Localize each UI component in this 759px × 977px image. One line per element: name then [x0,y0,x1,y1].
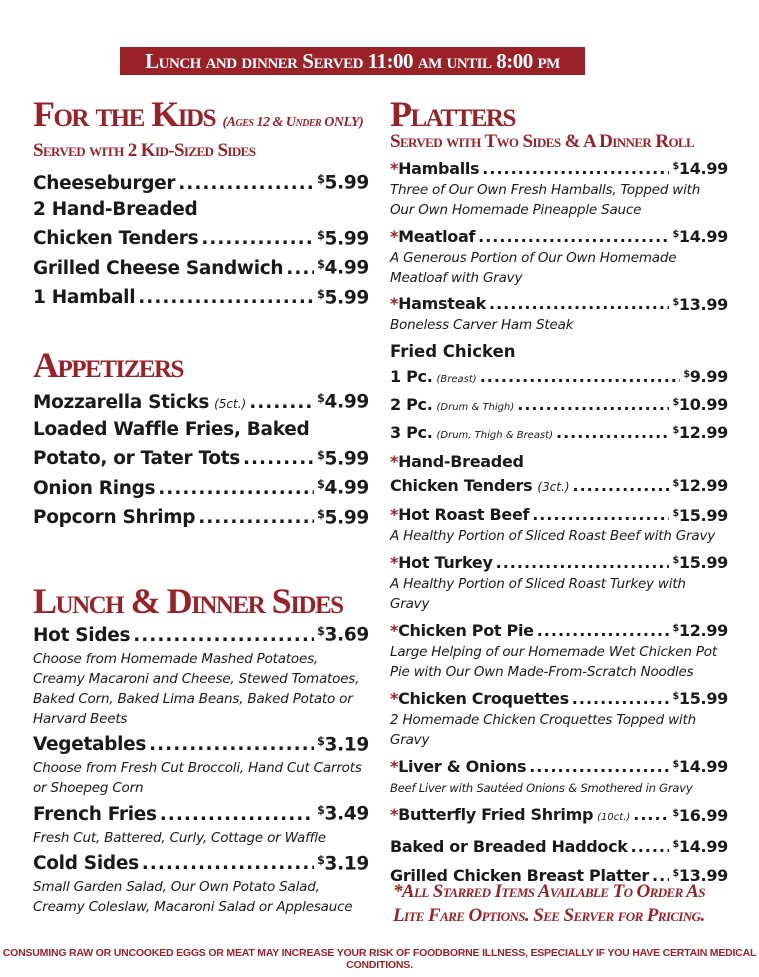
item-name: Cheeseburger [33,172,176,194]
menu-item [33,167,369,197]
item-price: $12.99 [672,422,728,442]
item-name: Baked or Breaded Haddock [390,837,628,857]
item-price: $3.49 [317,803,369,825]
item-price: $13.99 [672,865,728,885]
item-description: Small Garden Salad, Our Own Potato Salad, Creamy Coleslaw, Macaroni Salad or Applesauce [33,879,353,916]
item-price: $4.99 [317,257,369,279]
item-name: *Liver & Onions [390,756,527,776]
menu-item [390,686,728,710]
item-price: $14.99 [672,756,728,776]
item-price: $4.99 [317,477,369,499]
item-name: Onion Rings [33,477,156,499]
item-name: *Hot Roast Beef [390,505,530,525]
kids-title-text: For the Kids [33,94,215,134]
menu-item [390,550,728,574]
menu-item [390,391,728,419]
kids-subtitle: Served with 2 Kid-Sized Sides [33,140,256,161]
item-name: *Chicken Croquettes [390,688,569,708]
item-description: A Healthy Portion of Sliced Roast Turkey with Gravy [390,576,686,613]
item-price: $14.99 [672,226,728,246]
hours-banner: Lunch and dinner Served 11:00 am until 8:00 pm [120,47,585,75]
menu-item [390,803,728,830]
item-name: *Hamballs [390,158,480,178]
item-price: $13.99 [672,294,728,314]
item-price: $16.99 [672,805,728,825]
menu-item [390,754,728,778]
item-name: 3 Pc. (Drum, Thigh & Breast) [390,422,553,442]
item-description: Boneless Carver Ham Steak [390,317,574,334]
kids-section [33,96,369,311]
sides-section [33,583,369,917]
item-name: *Chicken Pot Pie [390,620,534,640]
item-name: Popcorn Shrimp [33,507,196,529]
menu-item [33,252,369,282]
menu-item [390,156,728,180]
item-price: $10.99 [672,394,728,414]
kids-title [33,96,369,141]
item-description: 2 Homemade Chicken Croquettes Topped with Gravy [390,711,696,748]
item-price: $3.19 [317,734,369,756]
platters-subtitle: Served with Two Sides & A Dinner Roll [390,131,695,152]
menu-item [390,834,728,858]
item-name: Chicken Tenders (3ct.) [390,475,570,495]
item-price: $15.99 [672,688,728,708]
menu-item [33,282,369,312]
item-price: $4.99 [317,391,369,413]
item-price: $14.99 [672,837,728,857]
item-name: *Hot Turkey [390,553,493,573]
item-price: $15.99 [672,505,728,525]
menu-item [33,848,369,878]
item-name: Grilled Chicken Breast Platter [390,865,650,885]
item-name: Loaded Waffle Fries, Baked [33,418,310,440]
menu-item [33,197,369,223]
fried-chicken-heading: Fried Chicken [390,342,516,362]
menu-item [33,502,369,532]
item-qty: (5ct.) [214,396,247,411]
item-name: Vegetables [33,734,147,756]
appetizers-section [33,347,369,531]
menu-item [390,451,728,473]
menu-item [390,419,728,447]
menu-item [390,363,728,391]
item-price: $3.19 [317,853,369,875]
platters-section [390,96,728,887]
menu-item [390,292,728,316]
menu-item [33,472,369,502]
item-description: Choose from Fresh Cut Broccoli, Hand Cut Carrots or Shoepeg Corn [33,760,362,797]
menu-item [33,223,369,253]
item-description: Fresh Cut, Battered, Curly, Cottage or Waffle [33,829,326,846]
item-price: $5.99 [317,507,369,529]
sides-title: Lunch & Dinner Sides [33,581,343,621]
item-description: Three of Our Own Fresh Hamballs, Topped with Our Own Homemade Pineapple Sauce [390,181,701,218]
item-name: *Meatloaf [390,226,476,246]
lite-fare-footnote: *All Starred Items Available To Order As Lite Fare Options. See Server for Pricing. [393,881,705,926]
item-price: $9.99 [683,367,728,387]
item-price: $15.99 [672,553,728,573]
menu-item [33,443,369,473]
item-price: $3.69 [317,624,369,646]
menu-item [390,618,728,642]
item-name: French Fries [33,803,157,825]
menu-item [390,503,728,527]
item-name: Grilled Cheese Sandwich [33,257,284,279]
item-name: Potato, or Tater Tots [33,448,240,470]
platters-title: Platters [390,94,515,134]
menu-item [33,386,369,417]
item-name: Chicken Tenders [33,228,199,250]
item-name: *Butterfly Fried Shrimp (10ct.) [390,805,631,825]
item-name: *Hamsteak [390,294,486,314]
item-description: Large Helping of our Homemade Wet Chicken Pot Pie with Our Own Made-From-Scratch Noodles [390,643,717,680]
item-description: Choose from Homemade Mashed Potatoes, Creamy Macaroni and Cheese, Stewed Tomatoes, Baked Corn, Baked Lima Beans, Baked Potato or Harvard Beets [33,650,360,727]
item-description: A Generous Portion of Our Own Homemade Meatloaf with Gravy [390,249,677,286]
item-price: $12.99 [672,475,728,495]
item-name: 2 Hand-Breaded [33,198,198,220]
menu-item [33,417,369,443]
item-name: 1 Pc. (Breast) [390,367,477,387]
kids-age-note: (Ages 12 & Under ONLY) [222,115,364,130]
item-name: Hot Sides [33,624,131,646]
item-description: A Healthy Portion of Sliced Roast Beef with Gravy [390,528,716,545]
item-name: *Hand-Breaded [390,451,524,471]
item-price: $5.99 [317,228,369,250]
menu-item [33,798,369,828]
item-price: $5.99 [317,172,369,194]
menu-item [33,619,369,649]
item-price: $14.99 [672,158,728,178]
item-name: 2 Pc. (Drum & Thigh) [390,394,515,414]
item-name: Cold Sides [33,853,139,875]
item-price: $5.99 [317,448,369,470]
menu-item [390,473,728,498]
food-safety-warning: CONSUMING RAW OR UNCOOKED EGGS OR MEAT MAY INCREASE YOUR RISK OF FOODBORNE ILLNESS, ESPECIALLY IF YOU HAVE CERTAIN MEDICAL CONDITIONS. [2,947,757,971]
menu-item [390,224,728,248]
item-price: $5.99 [317,287,369,309]
item-name: 1 Hamball [33,287,136,309]
menu-item [33,729,369,759]
item-description: Beef Liver with Sautéed Onions & Smothered in Gravy [390,780,693,795]
item-name: Mozzarella Sticks [33,391,210,413]
item-price: $12.99 [672,620,728,640]
appetizers-title: Appetizers [33,345,183,385]
